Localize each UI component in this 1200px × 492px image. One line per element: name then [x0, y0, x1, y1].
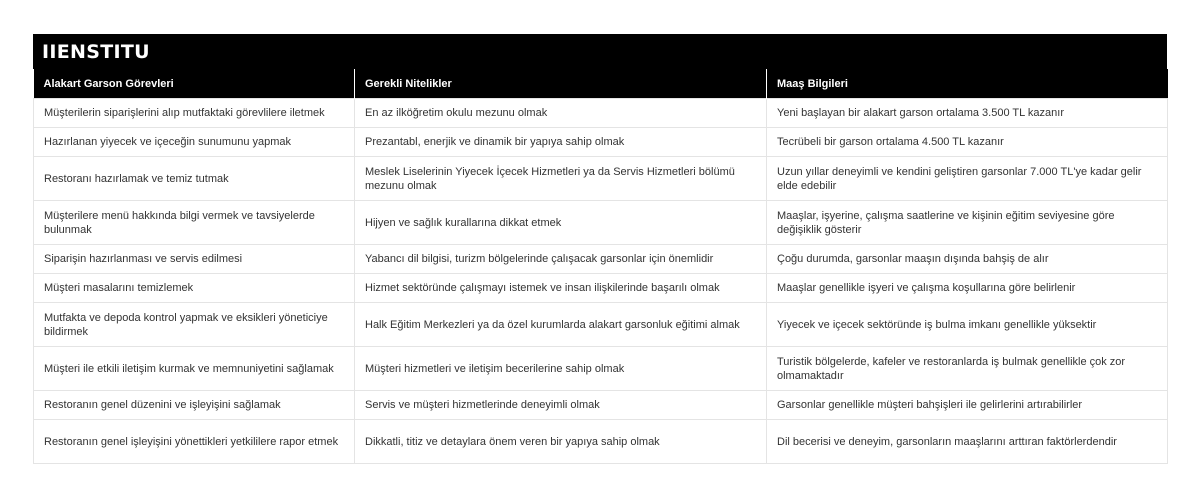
table-cell: Halk Eğitim Merkezleri ya da özel kurumlarda alakart garsonluk eğitimi almak — [355, 303, 767, 347]
table-row — [34, 201, 1168, 245]
table-cell: Meslek Liselerinin Yiyecek İçecek Hizmetleri ya da Servis Hizmetleri bölümü mezunu olmak — [355, 157, 767, 201]
table-cell: Maaşlar genellikle işyeri ve çalışma koşullarına göre belirlenir — [767, 274, 1168, 303]
table-cell: Tecrübeli bir garson ortalama 4.500 TL kazanır — [767, 128, 1168, 157]
table-cell: Hizmet sektöründe çalışmayı istemek ve insan ilişkilerinde başarılı olmak — [355, 274, 767, 303]
table-cell: Maaşlar, işyerine, çalışma saatlerine ve kişinin eğitim seviyesine göre değişiklik gösterir — [767, 201, 1168, 245]
table-cell: Hazırlanan yiyecek ve içeceğin sunumunu yapmak — [34, 128, 355, 157]
table-row — [34, 347, 1168, 391]
table-cell: Çoğu durumda, garsonlar maaşın dışında bahşiş de alır — [767, 245, 1168, 274]
content-table-container — [33, 34, 1167, 464]
table-row — [34, 99, 1168, 128]
table-cell: Prezantabl, enerjik ve dinamik bir yapıya sahip olmak — [355, 128, 767, 157]
table-cell: Servis ve müşteri hizmetlerinde deneyimli olmak — [355, 391, 767, 420]
table-cell: Dil becerisi ve deneyim, garsonların maaşlarını arttıran faktörlerdendir — [767, 420, 1168, 464]
table-row — [34, 245, 1168, 274]
table-row — [34, 391, 1168, 420]
table-cell: Siparişin hazırlanması ve servis edilmesi — [34, 245, 355, 274]
table-cell: Müşteri masalarını temizlemek — [34, 274, 355, 303]
table-cell: Yeni başlayan bir alakart garson ortalama 3.500 TL kazanır — [767, 99, 1168, 128]
table-cell: Mutfakta ve depoda kontrol yapmak ve eksikleri yöneticiye bildirmek — [34, 303, 355, 347]
table-cell: Yabancı dil bilgisi, turizm bölgelerinde çalışacak garsonlar için önemlidir — [355, 245, 767, 274]
table-cell: Hijyen ve sağlık kurallarına dikkat etmek — [355, 201, 767, 245]
table-cell: Restoranın genel düzenini ve işleyişini sağlamak — [34, 391, 355, 420]
table-cell: Restoranı hazırlamak ve temiz tutmak — [34, 157, 355, 201]
table-cell: Müşterilere menü hakkında bilgi vermek ve tavsiyelerde bulunmak — [34, 201, 355, 245]
table-row — [34, 303, 1168, 347]
table-cell: Restoranın genel işleyişini yönettikleri yetkililere rapor etmek — [34, 420, 355, 464]
column-header: Gerekli Nitelikler — [355, 69, 767, 99]
duties-table — [33, 69, 1168, 464]
column-header: Maaş Bilgileri — [767, 69, 1168, 99]
table-cell: Müşteri ile etkili iletişim kurmak ve memnuniyetini sağlamak — [34, 347, 355, 391]
table-cell: Uzun yıllar deneyimli ve kendini geliştiren garsonlar 7.000 TL'ye kadar gelir elde edebilir — [767, 157, 1168, 201]
table-row — [34, 274, 1168, 303]
table-cell: Dikkatli, titiz ve detaylara önem veren bir yapıya sahip olmak — [355, 420, 767, 464]
table-cell: En az ilköğretim okulu mezunu olmak — [355, 99, 767, 128]
table-row — [34, 128, 1168, 157]
table-cell: Yiyecek ve içecek sektöründe iş bulma imkanı genellikle yüksektir — [767, 303, 1168, 347]
table-row — [34, 157, 1168, 201]
column-header: Alakart Garson Görevleri — [34, 69, 355, 99]
table-cell: Müşterilerin siparişlerini alıp mutfaktaki görevlilere iletmek — [34, 99, 355, 128]
brand-logo-text: IIENSTITU — [42, 40, 150, 63]
table-row — [34, 420, 1168, 464]
table-cell: Müşteri hizmetleri ve iletişim becerilerine sahip olmak — [355, 347, 767, 391]
table-header-row — [34, 69, 1168, 99]
table-cell: Turistik bölgelerde, kafeler ve restoranlarda iş bulmak genellikle çok zor olmamaktadır — [767, 347, 1168, 391]
table-cell: Garsonlar genellikle müşteri bahşişleri ile gelirlerini artırabilirler — [767, 391, 1168, 420]
brand-header — [33, 34, 1167, 69]
